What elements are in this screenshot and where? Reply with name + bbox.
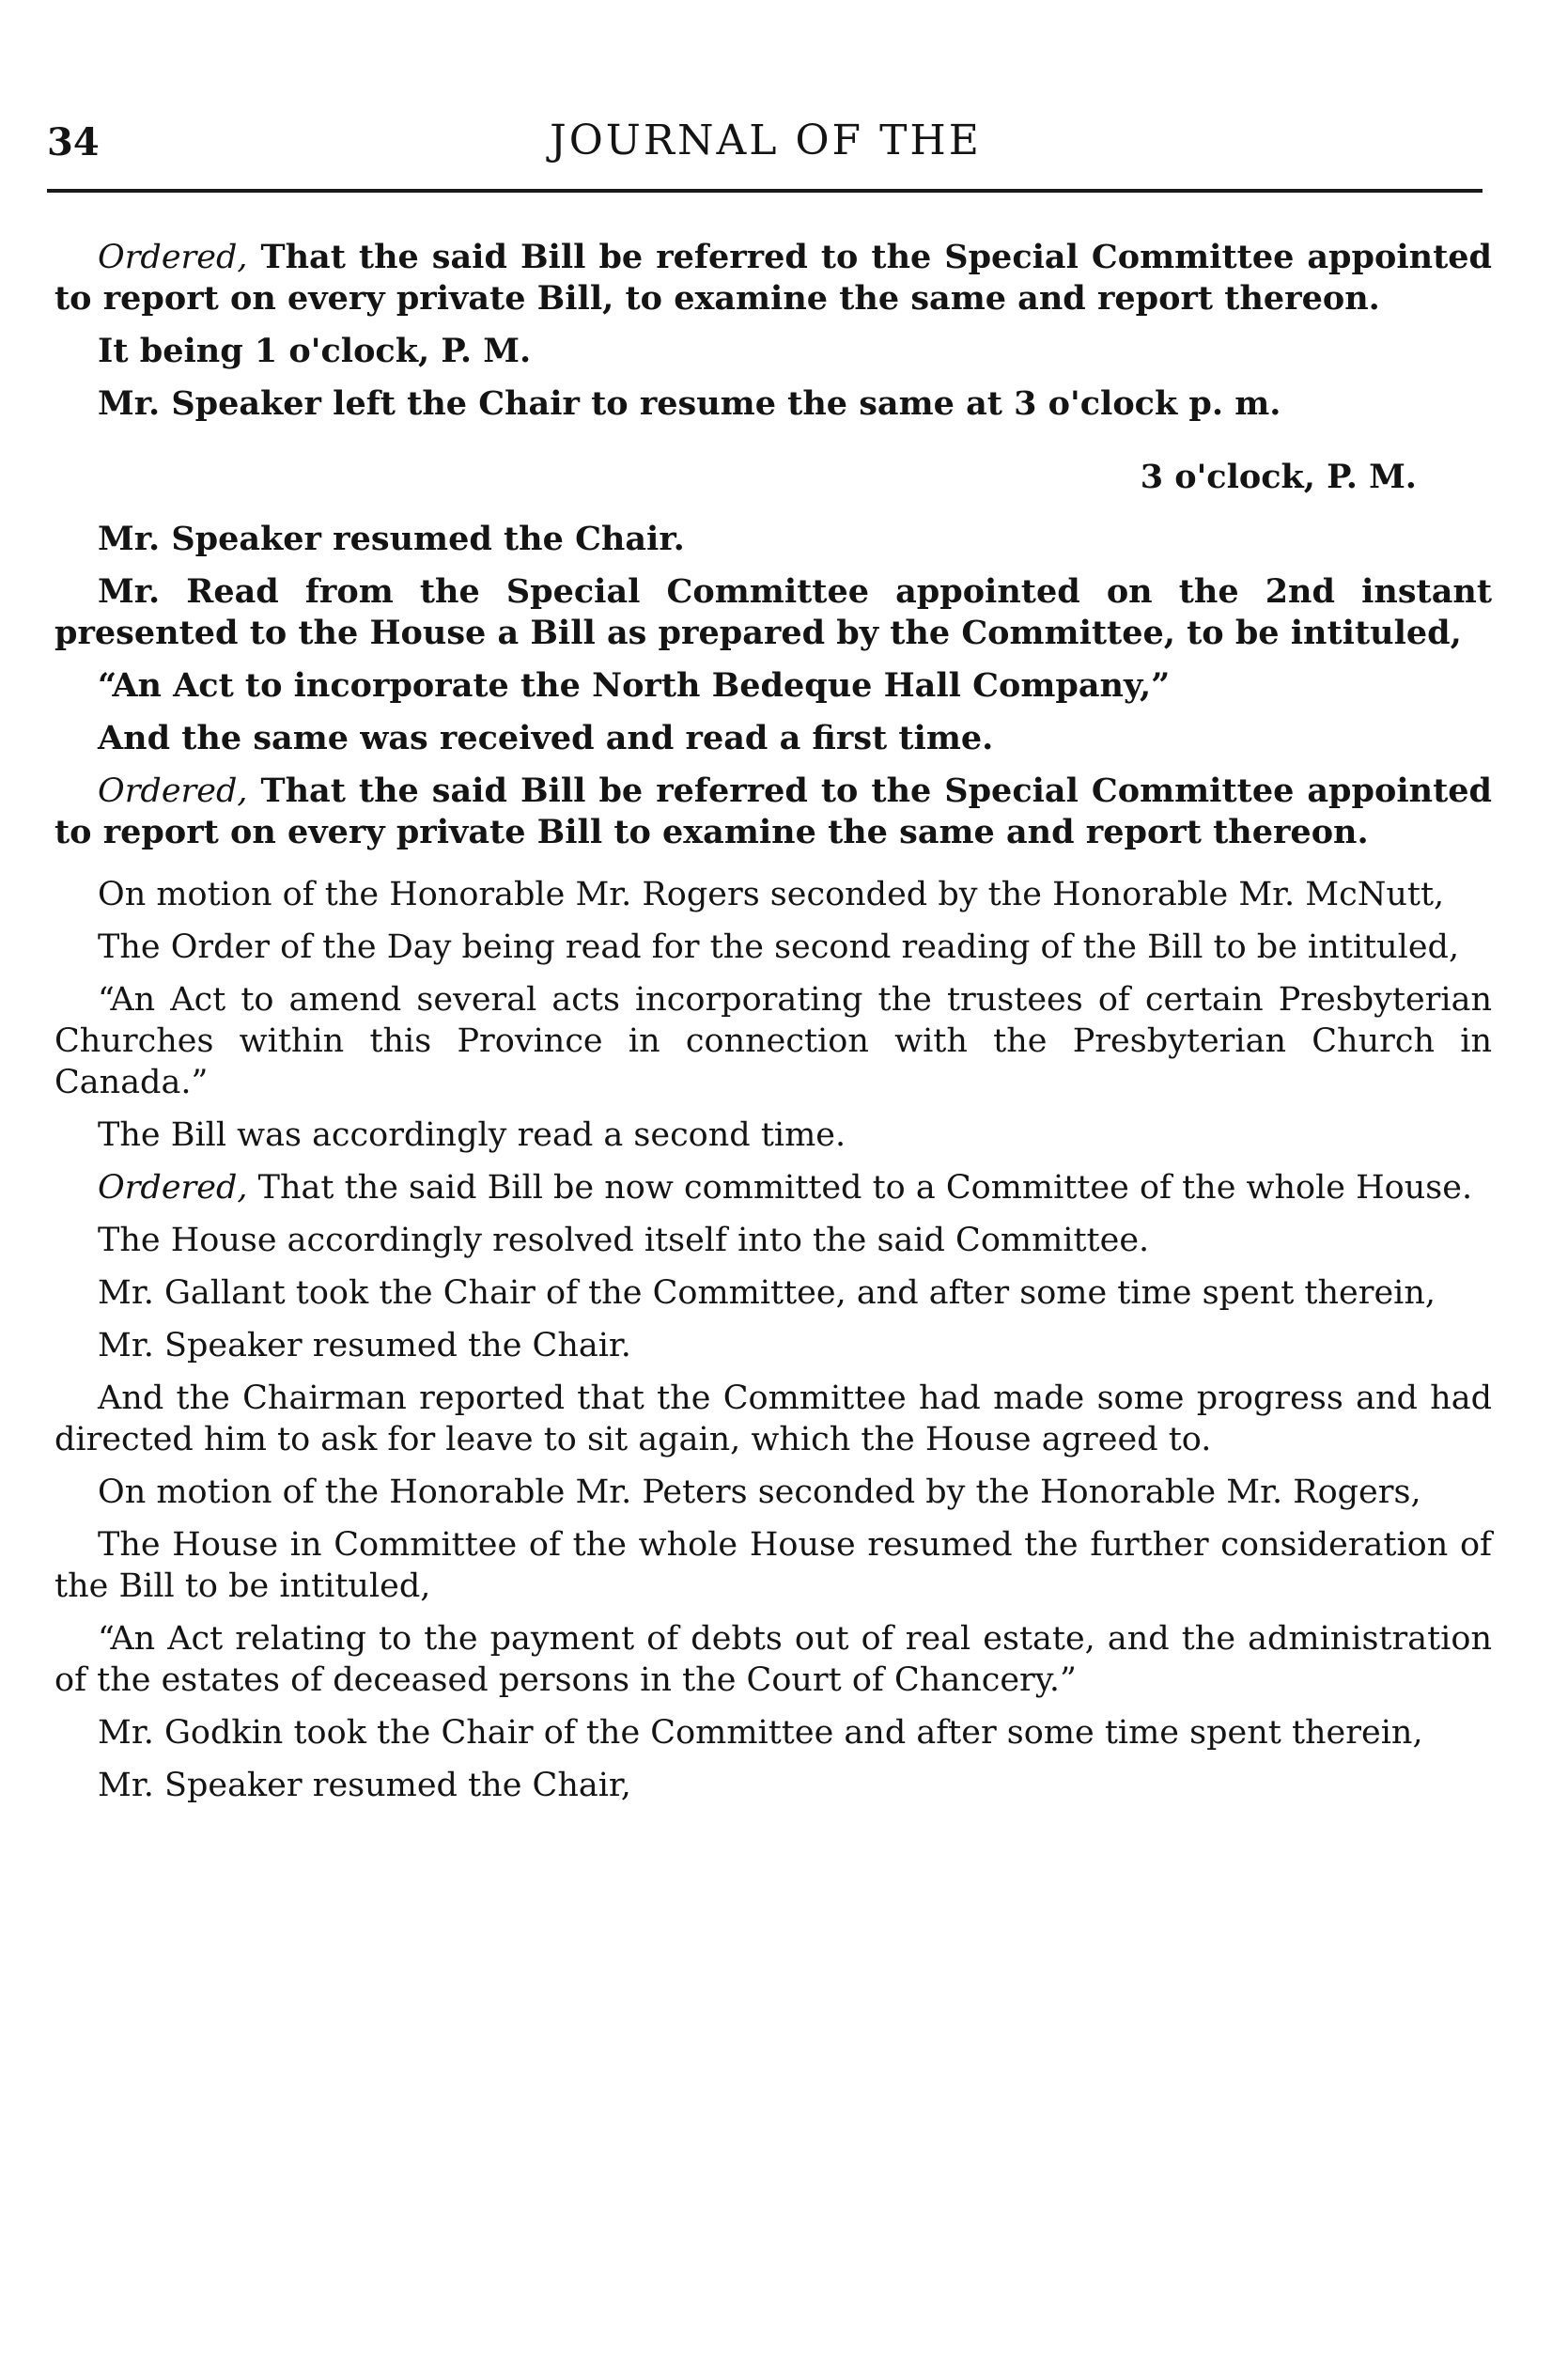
paragraph: Mr. Gallant took the Chair of the Committee, and after some time spent therein, [98,1274,1436,1312]
ordered-lead: Ordered, [98,1169,248,1207]
running-head: JOURNAL OF THE [550,117,982,164]
paragraph: Mr. Speaker left the Chair to resume the same at 3 o'clock p. m. [98,384,1281,423]
paragraph: Mr. Godkin took the Chair of the Committee and after some time spent therein, [98,1714,1423,1752]
header-rule [47,189,1483,193]
page-number: 34 [47,120,100,164]
paragraph: Mr. Read from the Special Committee appointed on the 2nd instant presented to the House a Bill as prepared by the Committee, to be intituled, [54,572,1492,652]
ordered-paragraph [54,771,1492,853]
paragraph: On motion of the Honorable Mr. Rogers seconded by the Honorable Mr. McNutt, [98,876,1445,913]
journal-body [54,237,1492,1806]
paragraph: The Order of the Day being read for the second reading of the Bill to be intituled, [98,928,1460,966]
paragraph-text: That the said Bill be now committed to a Committee of the whole House. [247,1169,1473,1207]
paragraph: The Bill was accordingly read a second time. [98,1116,846,1154]
paragraph: The House in Committee of the whole House resumed the further consideration of the Bill to be intituled, [54,1526,1492,1605]
paragraph: Mr. Speaker resumed the Chair. [98,1327,631,1364]
paragraph-text: That the said Bill be referred to the Special Committee appointed to report on every private Bill, to examine the same and report thereon. [54,238,1492,318]
bill-title: “An Act to incorporate the North Bedeque Hall Company,” [98,666,1171,705]
paragraph-text: That the said Bill be referred to the Special Committee appointed to report on every private Bill to examine the same and report thereon. [54,771,1492,851]
bill-title: “An Act to amend several acts incorporating the trustees of certain Presbyterian Churches within this Province in connection with the Presbyterian Church in Canada.” [54,981,1492,1101]
paragraph: On motion of the Honorable Mr. Peters seconded by the Honorable Mr. Rogers, [98,1473,1421,1511]
paragraph: And the same was received and read a first time. [98,719,994,757]
paragraph: It being 1 o'clock, P. M. [98,332,532,370]
bill-title: “An Act relating to the payment of debts out of real estate, and the administration of the estates of deceased persons in the Court of Chancery.” [54,1620,1492,1699]
ordered-lead: Ordered, [98,239,248,276]
paragraph: Mr. Speaker resumed the Chair. [98,520,685,558]
ordered-lead: Ordered, [98,772,248,810]
ordered-paragraph [54,237,1492,320]
ordered-paragraph [54,1167,1492,1208]
paragraph: And the Chairman reported that the Committee had made some progress and had directed him to ask for leave to sit again, which the House agreed to. [54,1379,1492,1458]
paragraph: Mr. Speaker resumed the Chair, [98,1767,631,1804]
paragraph: The House accordingly resolved itself into the said Committee. [98,1222,1150,1259]
page-header [47,111,1484,167]
time-heading: 3 o'clock, P. M. [1140,458,1417,496]
